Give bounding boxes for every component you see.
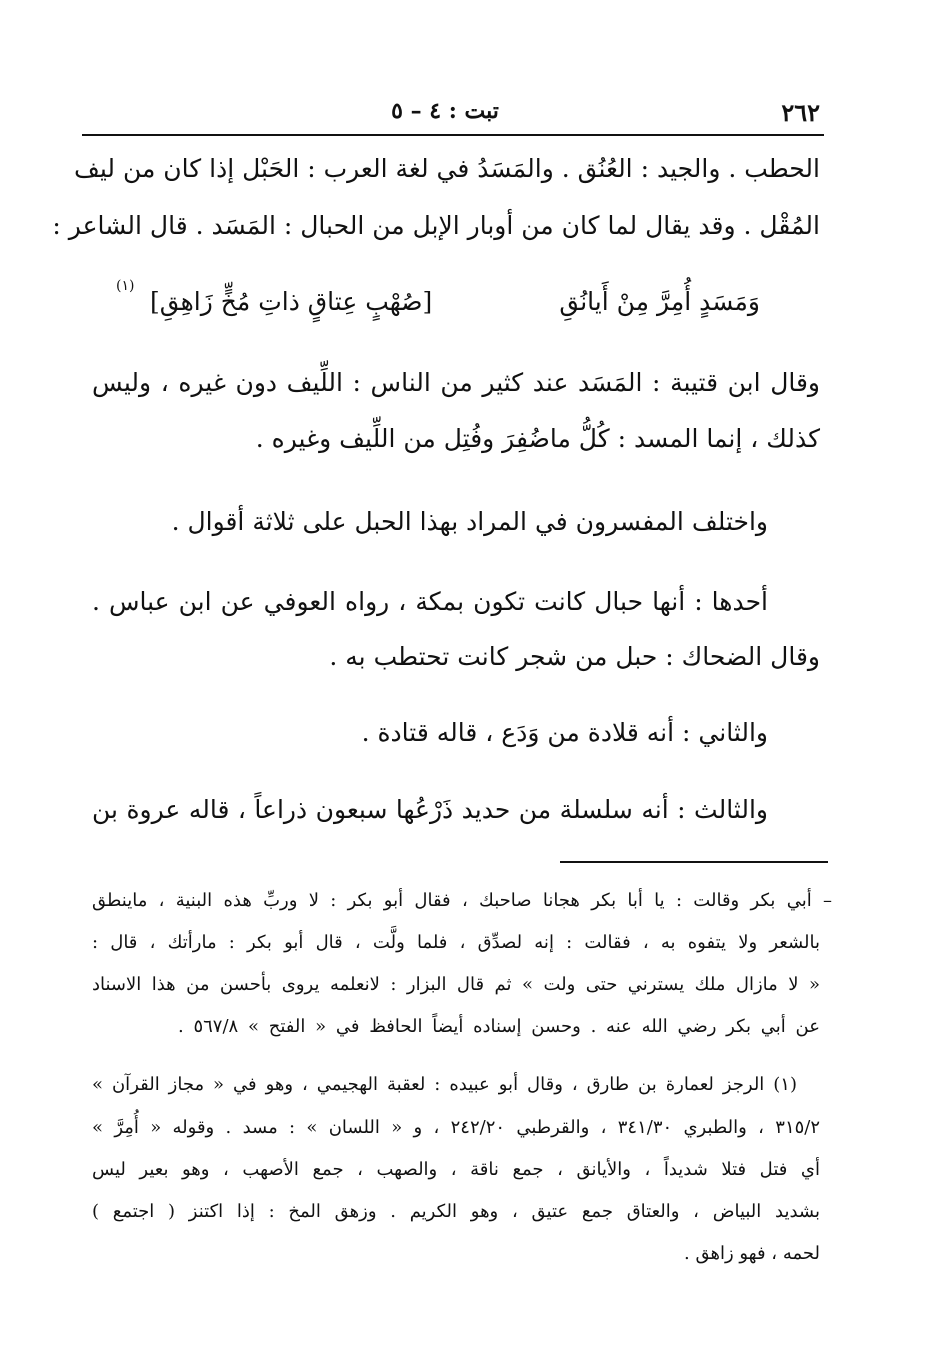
header-rule [82,134,824,136]
body-line-8: والثاني : أنه قلادة من وَدَع ، قاله قتادة . [361,718,768,747]
footnote-1-line-3: أي فتل فتلا شديداً ، والأيانق ، جمع ناقة ، والصهب ، جمع الأصهب ، وهو بعير ليس [92,1159,820,1180]
body-line-4: كذلك ، إنما المسد : كُلُّ ماضُفِرَ وفُتِل من اللِّيف وغيره . [255,424,820,453]
verse-footnote-marker: (١) [116,278,135,294]
verse-first-hemistich: وَمَسَدٍ أُمِرَّ مِنْ أَيانُقِ [559,287,760,316]
body-line-3: وقال ابن قتيبة : المَسَد عند كثير من الناس : اللِّيف دون غيره ، وليس [92,368,820,397]
body-line-6: أحدها : أنها حبال كانت تكون بمكة ، رواه العوفي عن ابن عباس . [92,587,768,616]
body-line-2: المُقْل . وقد يقال لما كان من أوبار الإبل من الحبال : المَسَد . قال الشاعر : [52,211,820,240]
footnote-1-line-1: (١) الرجز لعمارة بن طارق ، وقال أبو عبيده : لعقبة الهجيمي ، وهو في « مجاز القرآن » [92,1074,797,1095]
footnote-1-line-5: لحمه ، فهو زاهق . [684,1243,820,1264]
footnote-continuation-line-3: « لا مازال ملك يسترني حتى ولت » ثم قال البزار : لانعلمه يروى بأحسن من هذا الاسناد [92,974,820,995]
body-line-1: الحطب . والجيد : العُنُق . والمَسَدُ في لغة العرب : الحَبْل إذا كان من ليف [73,154,820,183]
body-line-7: وقال الضحاك : حبل من شجر كانت تحتطب به . [329,642,820,671]
body-line-5: واختلف المفسرون في المراد بهذا الحبل على ثلاثة أقوال . [171,507,768,536]
footnote-continuation-line-2: بالشعر ولا يتفوه به ، فقالت : إنه لصدِّق ، فلما ولَّت ، قال أبو بكر : مارأتك ، قال : [92,932,820,953]
footnote-continuation-line-1: – أبي بكر وقالت : يا أبا بكر هجانا صاحبك ، فقال أبو بكر : لا وربِّ هذه البنية ، ماينطق [92,890,832,911]
footnote-rule [560,861,828,863]
verse-second-hemistich: [صُهْبٍ عِتاقٍ ذاتِ مُخٍّ زَاهِقِ] [150,287,433,316]
page-number: ٢٦٢ [781,98,820,127]
body-line-9: والثالث : أنه سلسلة من حديد ذَرْعُها سبعون ذراعاً ، قاله عروة بن [92,795,768,824]
footnote-continuation-line-4: عن أبي بكر رضي الله عنه . وحسن إسناده أيضاً الحافظ في « الفتح » ٥٦٧/٨ . [178,1016,820,1037]
surah-reference: تبت : ٤ – ٥ [391,98,499,124]
running-head [80,98,820,132]
footnote-1-line-4: بشديد البياض ، والعتاق جمع عتيق ، وهو الكريم . وزهق المخ : إذا اكتنز ( اجتمع ) [92,1201,820,1222]
footnote-1-line-2: ٣١٥/٢ ، والطبري ٣٤١/٣٠ ، والقرطبي ٢٤٢/٢٠ ، و « اللسان » : مسد . وقوله « أُمِرَّ » [92,1117,821,1138]
